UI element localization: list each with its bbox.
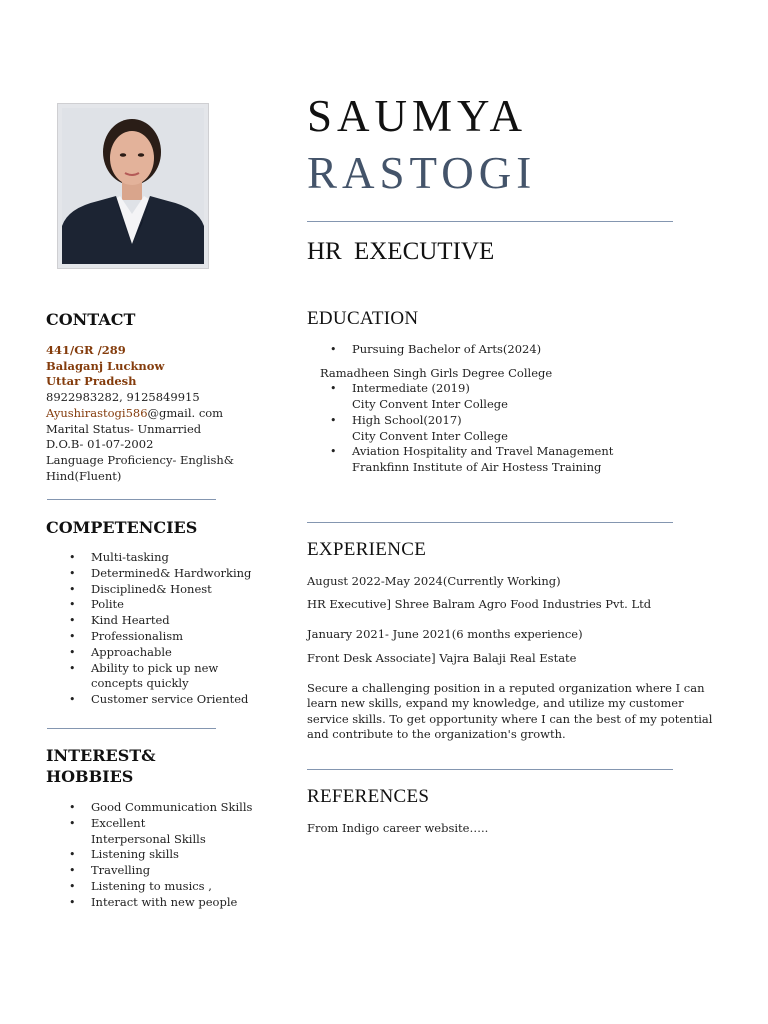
- contact-block: [46, 343, 276, 484]
- list-item: • Ability to pick up new concepts quickly: [91, 661, 221, 693]
- email[interactable]: [46, 406, 276, 422]
- email-domain: @gmail. com: [147, 405, 224, 420]
- divider: [47, 499, 216, 500]
- job-role: Front Desk Associate] Vajra Balaji Real Estate: [307, 651, 577, 665]
- date-of-birth: D.O.B- 01-07-2002: [46, 437, 154, 452]
- list-item: • Approachable: [91, 645, 261, 661]
- job-title: HR EXECUTIVE: [307, 238, 495, 265]
- list-item: • Polite: [91, 597, 261, 613]
- list-item: • Disciplined& Honest: [91, 582, 261, 598]
- interests-heading-line: INTEREST&: [46, 746, 156, 765]
- divider: [307, 769, 673, 770]
- education-degree: • High School(2017): [352, 412, 462, 427]
- school-name: City Convent Inter College: [352, 428, 508, 443]
- contact-heading: CONTACT: [46, 310, 136, 329]
- email-user: Ayushirastogi586: [46, 405, 148, 420]
- references-heading: REFERENCES: [307, 786, 430, 807]
- list-item: [352, 413, 707, 445]
- list-item: • Pursuing Bachelor of Arts(2024): [352, 342, 707, 358]
- list-item: • Professionalism: [91, 629, 261, 645]
- competencies-list: [46, 550, 261, 708]
- list-item: • Kind Hearted: [91, 613, 261, 629]
- profile-photo-image: [58, 104, 208, 268]
- address-line: Balaganj Lucknow: [46, 358, 165, 373]
- language-line: Hind(Fluent): [46, 468, 122, 483]
- job-role: HR Executive] Shree Balram Agro Food Industries Pvt. Ltd: [307, 597, 652, 611]
- divider: [307, 522, 673, 523]
- school-name: City Convent Inter College: [352, 397, 508, 411]
- list-item: [352, 444, 707, 476]
- divider: [307, 221, 673, 222]
- profile-photo: [57, 103, 209, 269]
- job-dates: August 2022-May 2024(Currently Working): [307, 574, 561, 588]
- language-line: Language Proficiency- English&: [46, 452, 235, 467]
- last-name: RASTOGI: [307, 148, 537, 198]
- list-item: • Good Communication Skills: [91, 800, 261, 816]
- job-dates: January 2021- June 2021(6 months experience): [307, 627, 583, 641]
- interests-heading-line: HOBBIES: [46, 767, 134, 786]
- education-degree: • Intermediate (2019): [352, 381, 470, 396]
- list-item: • Listening to musics ,: [91, 879, 261, 895]
- list-item: • Travelling: [91, 863, 261, 879]
- list-item: • Determined& Hardworking: [91, 566, 261, 582]
- education-list: [307, 342, 707, 476]
- divider: [47, 728, 216, 729]
- list-item: • Excellent Interpersonal Skills: [91, 816, 226, 848]
- interests-heading: [46, 745, 156, 787]
- address-line: 441/GR /289: [46, 343, 126, 357]
- list-item: • Listening skills: [91, 847, 261, 863]
- interests-list: [46, 800, 261, 911]
- list-item: • Customer service Oriented: [91, 692, 261, 708]
- address-line: Uttar Pradesh: [46, 374, 137, 389]
- education-degree: • Aviation Hospitality and Travel Management: [352, 444, 614, 459]
- first-name: SAUMYA: [307, 91, 528, 141]
- marital-status: Marital Status- Unmarried: [46, 421, 202, 436]
- references-text: From Indigo career website…..: [307, 821, 489, 835]
- list-item: • Multi-tasking: [91, 550, 261, 566]
- list-item: [352, 381, 707, 413]
- competencies-heading: COMPETENCIES: [46, 518, 198, 537]
- phone-numbers: 8922983282, 9125849915: [46, 390, 200, 405]
- list-item: • Interact with new people: [91, 895, 261, 911]
- school-name: Ramadheen Singh Girls Degree College: [320, 365, 553, 380]
- education-heading: EDUCATION: [307, 308, 419, 329]
- experience-heading: EXPERIENCE: [307, 539, 427, 560]
- school-name: Frankfinn Institute of Air Hostess Training: [352, 460, 602, 475]
- objective: Secure a challenging position in a reputed organization where I can learn new skills, expand my knowledge, and utilize my customer service skills. To get opportunity where I can the best of my potential and contribute to the organization's growth.: [307, 681, 713, 742]
